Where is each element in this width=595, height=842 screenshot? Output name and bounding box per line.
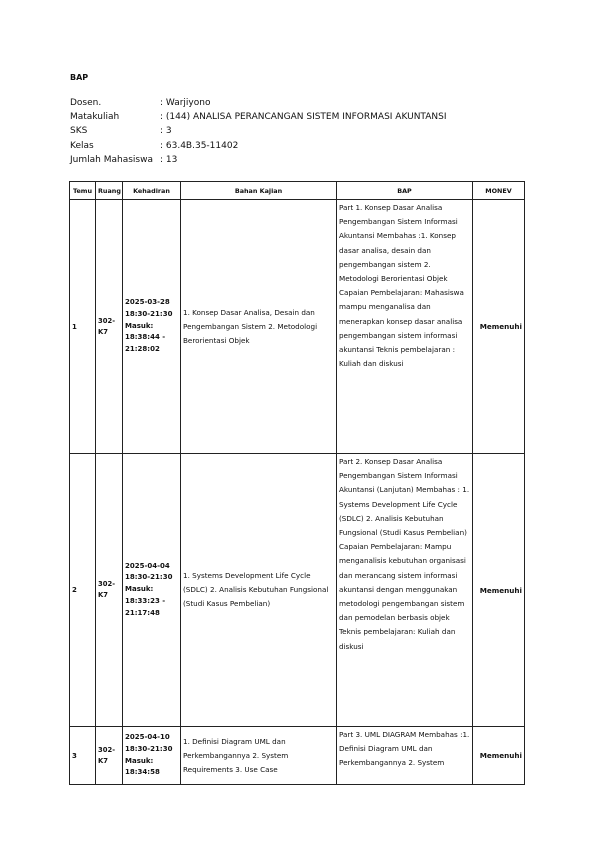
cell-ruang: 302-K7 <box>96 454 123 727</box>
column-header-bahan-kajian: Bahan Kajian <box>181 182 337 200</box>
cell-kehadiran: 2025-04-10 18:30-21:30 Masuk: 18:34:58 <box>123 727 181 785</box>
column-header-monev: MONEV <box>473 182 525 200</box>
cell-bahan-kajian: 1. Systems Development Life Cycle (SDLC) 2. Analisis Kebutuhan Fungsional (Studi Kasus Pembelian) <box>181 454 337 727</box>
cell-bap: Part 1. Konsep Dasar Analisa Pengembangan Sistem Informasi Akuntansi Membahas :1. Konsep dasar analisa, desain dan pengembangan sistem 2. Metodologi Berorientasi Objek Capaian Pembelajaran: Mahasiswa mampu menganalisa dan menerapkan konsep dasar analisa pengembangan sistem informasi akuntansi Teknis pembelajaran : Kuliah dan diskusi <box>337 200 473 454</box>
meta-label: Kelas <box>70 140 94 151</box>
cell-monev: Memenuhi <box>473 200 525 454</box>
meta-value: : Warjiyono <box>160 98 211 108</box>
course-info <box>70 96 447 167</box>
table-row <box>70 200 525 454</box>
cell-bahan-kajian: 1. Definisi Diagram UML dan Perkembangannya 2. System Requirements 3. Use Case <box>181 727 337 785</box>
cell-bap: Part 3. UML DIAGRAM Membahas :1. Definisi Diagram UML dan Perkembangannya 2. System <box>337 727 473 785</box>
meta-label: Matakuliah <box>70 112 120 123</box>
cell-bap: Part 2. Konsep Dasar Analisa Pengembangan Sistem Informasi Akuntansi (Lanjutan) Membahas : 1. Systems Development Life Cycle (SDLC) 2. Analisis Kebutuhan Fungsional (Studi Kasus Pembelian) Capaian Pembelajaran: Mampu menganalisis kebutuhan organisasi dan merancang sistem informasi akuntansi dengan menggunakan metodologi pengembangan sistem dan pemodelan berbasis objek Teknis pembelajaran: Kuliah dan diskusi <box>337 454 473 727</box>
cell-monev: Memenuhi <box>473 454 525 727</box>
bap-table <box>69 181 525 785</box>
credits-row <box>70 124 447 138</box>
cell-ruang: 302-K7 <box>96 727 123 785</box>
table-header-row <box>70 182 525 200</box>
cell-temu: 3 <box>70 727 96 785</box>
column-header-ruang: Ruang <box>96 182 123 200</box>
column-header-bap: BAP <box>337 182 473 200</box>
meta-label: SKS <box>70 126 88 137</box>
cell-monev: Memenuhi <box>473 727 525 785</box>
meta-value: : 63.4B.35-11402 <box>160 140 239 151</box>
meta-label: Jumlah Mahasiswa <box>70 154 153 165</box>
table-row <box>70 454 525 727</box>
cell-kehadiran: 2025-04-04 18:30-21:30 Masuk: 18:33:23 - 21:17:48 <box>123 454 181 727</box>
table-row <box>70 727 525 785</box>
cell-ruang: 302-K7 <box>96 200 123 454</box>
meta-value: : (144) ANALISA PERANCANGAN SISTEM INFORMASI AKUNTANSI <box>160 112 447 123</box>
lecturer-row <box>70 96 447 110</box>
cell-temu: 2 <box>70 454 96 727</box>
meta-label: Dosen. <box>70 98 102 108</box>
cell-bahan-kajian: 1. Konsep Dasar Analisa, Desain dan Pengembangan Sistem 2. Metodologi Berorientasi Objek <box>181 200 337 454</box>
column-header-temu: Temu <box>70 182 96 200</box>
cell-kehadiran: 2025-03-28 18:30-21:30 Masuk: 18:38:44 - 21:28:02 <box>123 200 181 454</box>
cell-temu: 1 <box>70 200 96 454</box>
meta-value: : 13 <box>160 154 178 165</box>
course-row <box>70 110 447 124</box>
meta-value: : 3 <box>160 126 172 137</box>
document-title: BAP <box>70 73 89 82</box>
students-row <box>70 153 447 167</box>
class-row <box>70 139 447 153</box>
column-header-kehadiran: Kehadiran <box>123 182 181 200</box>
